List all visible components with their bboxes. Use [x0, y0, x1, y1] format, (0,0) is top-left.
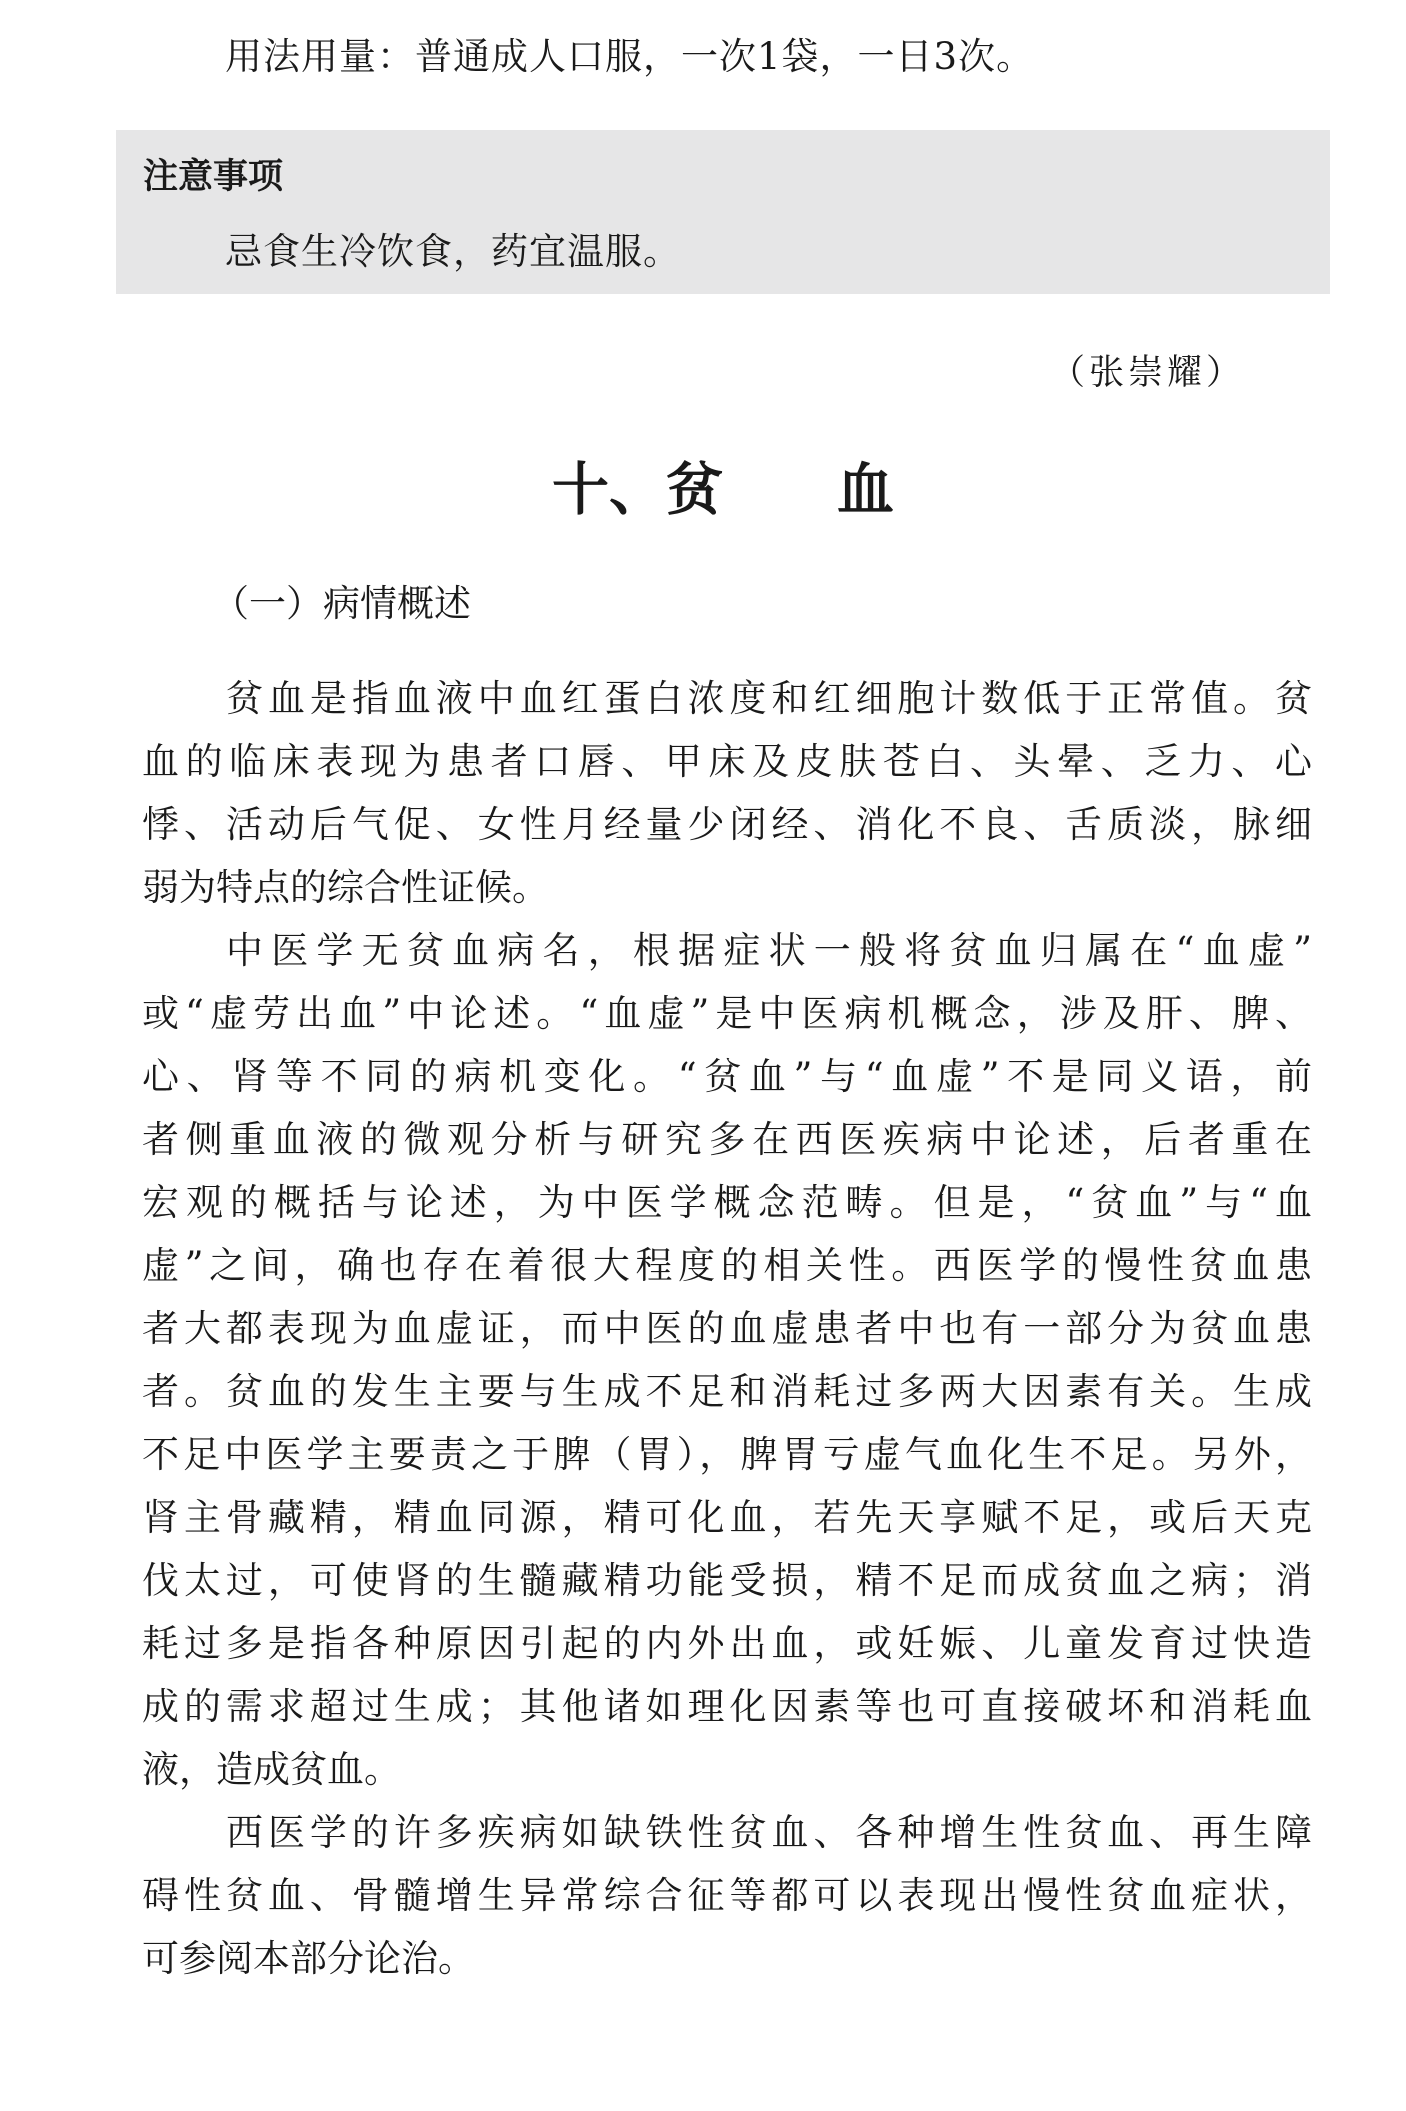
paragraph-line: 弱为特点的综合性证候。 — [142, 866, 549, 909]
paragraph-line: 血的临床表现为患者口唇、甲床及皮肤苍白、头晕、乏力、心 — [142, 740, 1312, 783]
paragraph-line: 贫血是指血液中血红蛋白浓度和红细胞计数低于正常值。贫 — [226, 677, 1312, 720]
body-text — [142, 667, 1312, 1990]
paragraph-line: 宏观的概括与论述，为中医学概念范畴。但是，“贫血”与“血 — [142, 1181, 1312, 1224]
author-attribution: （张崇耀） — [1050, 353, 1246, 393]
paragraph — [142, 919, 1312, 1801]
paragraph-line: 不足中医学主要责之于脾（胃），脾胃亏虚气血化生不足。另外， — [142, 1433, 1312, 1476]
paragraph-line: 碍性贫血、骨髓增生异常综合征等都可以表现出慢性贫血症状， — [142, 1874, 1312, 1917]
paragraph-line: 者侧重血液的微观分析与研究多在西医疾病中论述，后者重在 — [142, 1118, 1312, 1161]
paragraph — [142, 1801, 1312, 1990]
paragraph-line: 悸、活动后气促、女性月经量少闭经、消化不良、舌质淡，脉细 — [142, 803, 1312, 846]
paragraph-line: 或“虚劳出血”中论述。“血虚”是中医病机概念，涉及肝、脾、 — [142, 992, 1312, 1035]
paragraph-line: 西医学的许多疾病如缺铁性贫血、各种增生性贫血、再生障 — [226, 1811, 1312, 1854]
paragraph-line: 中医学无贫血病名，根据症状一般将贫血归属在“血虚” — [226, 929, 1312, 972]
paragraph-line: 肾主骨藏精，精血同源，精可化血，若先天享赋不足，或后天克 — [142, 1496, 1312, 1539]
paragraph-line: 者。贫血的发生主要与生成不足和消耗过多两大因素有关。生成 — [142, 1370, 1312, 1413]
usage-dosage-line: 用法用量：普通成人口服，一次1袋，一日3次。 — [225, 35, 1035, 78]
paragraph-line: 心、肾等不同的病机变化。“贫血”与“血虚”不是同义语，前 — [142, 1055, 1312, 1098]
paragraph-line: 耗过多是指各种原因引起的内外出血，或妊娠、儿童发育过快造 — [142, 1622, 1312, 1665]
paragraph-line: 成的需求超过生成；其他诸如理化因素等也可直接破坏和消耗血 — [142, 1685, 1312, 1728]
paragraph-line: 液，造成贫血。 — [142, 1748, 401, 1791]
chapter-title: 十、贫 血 — [552, 457, 894, 523]
paragraph-line: 虚”之间，确也存在着很大程度的相关性。西医学的慢性贫血患 — [142, 1244, 1312, 1287]
paragraph-line: 者大都表现为血虚证，而中医的血虚患者中也有一部分为贫血患 — [142, 1307, 1312, 1350]
precautions-title: 注意事项 — [143, 157, 284, 197]
paragraph-line: 伐太过，可使肾的生髓藏精功能受损，精不足而成贫血之病；消 — [142, 1559, 1312, 1602]
precautions-text: 忌食生冷饮食，药宜温服。 — [225, 230, 681, 273]
paragraph-line: 可参阅本部分论治。 — [142, 1937, 475, 1980]
precautions-box — [116, 130, 1330, 294]
paragraph — [142, 667, 1312, 919]
section-heading: （一）病情概述 — [212, 582, 471, 625]
